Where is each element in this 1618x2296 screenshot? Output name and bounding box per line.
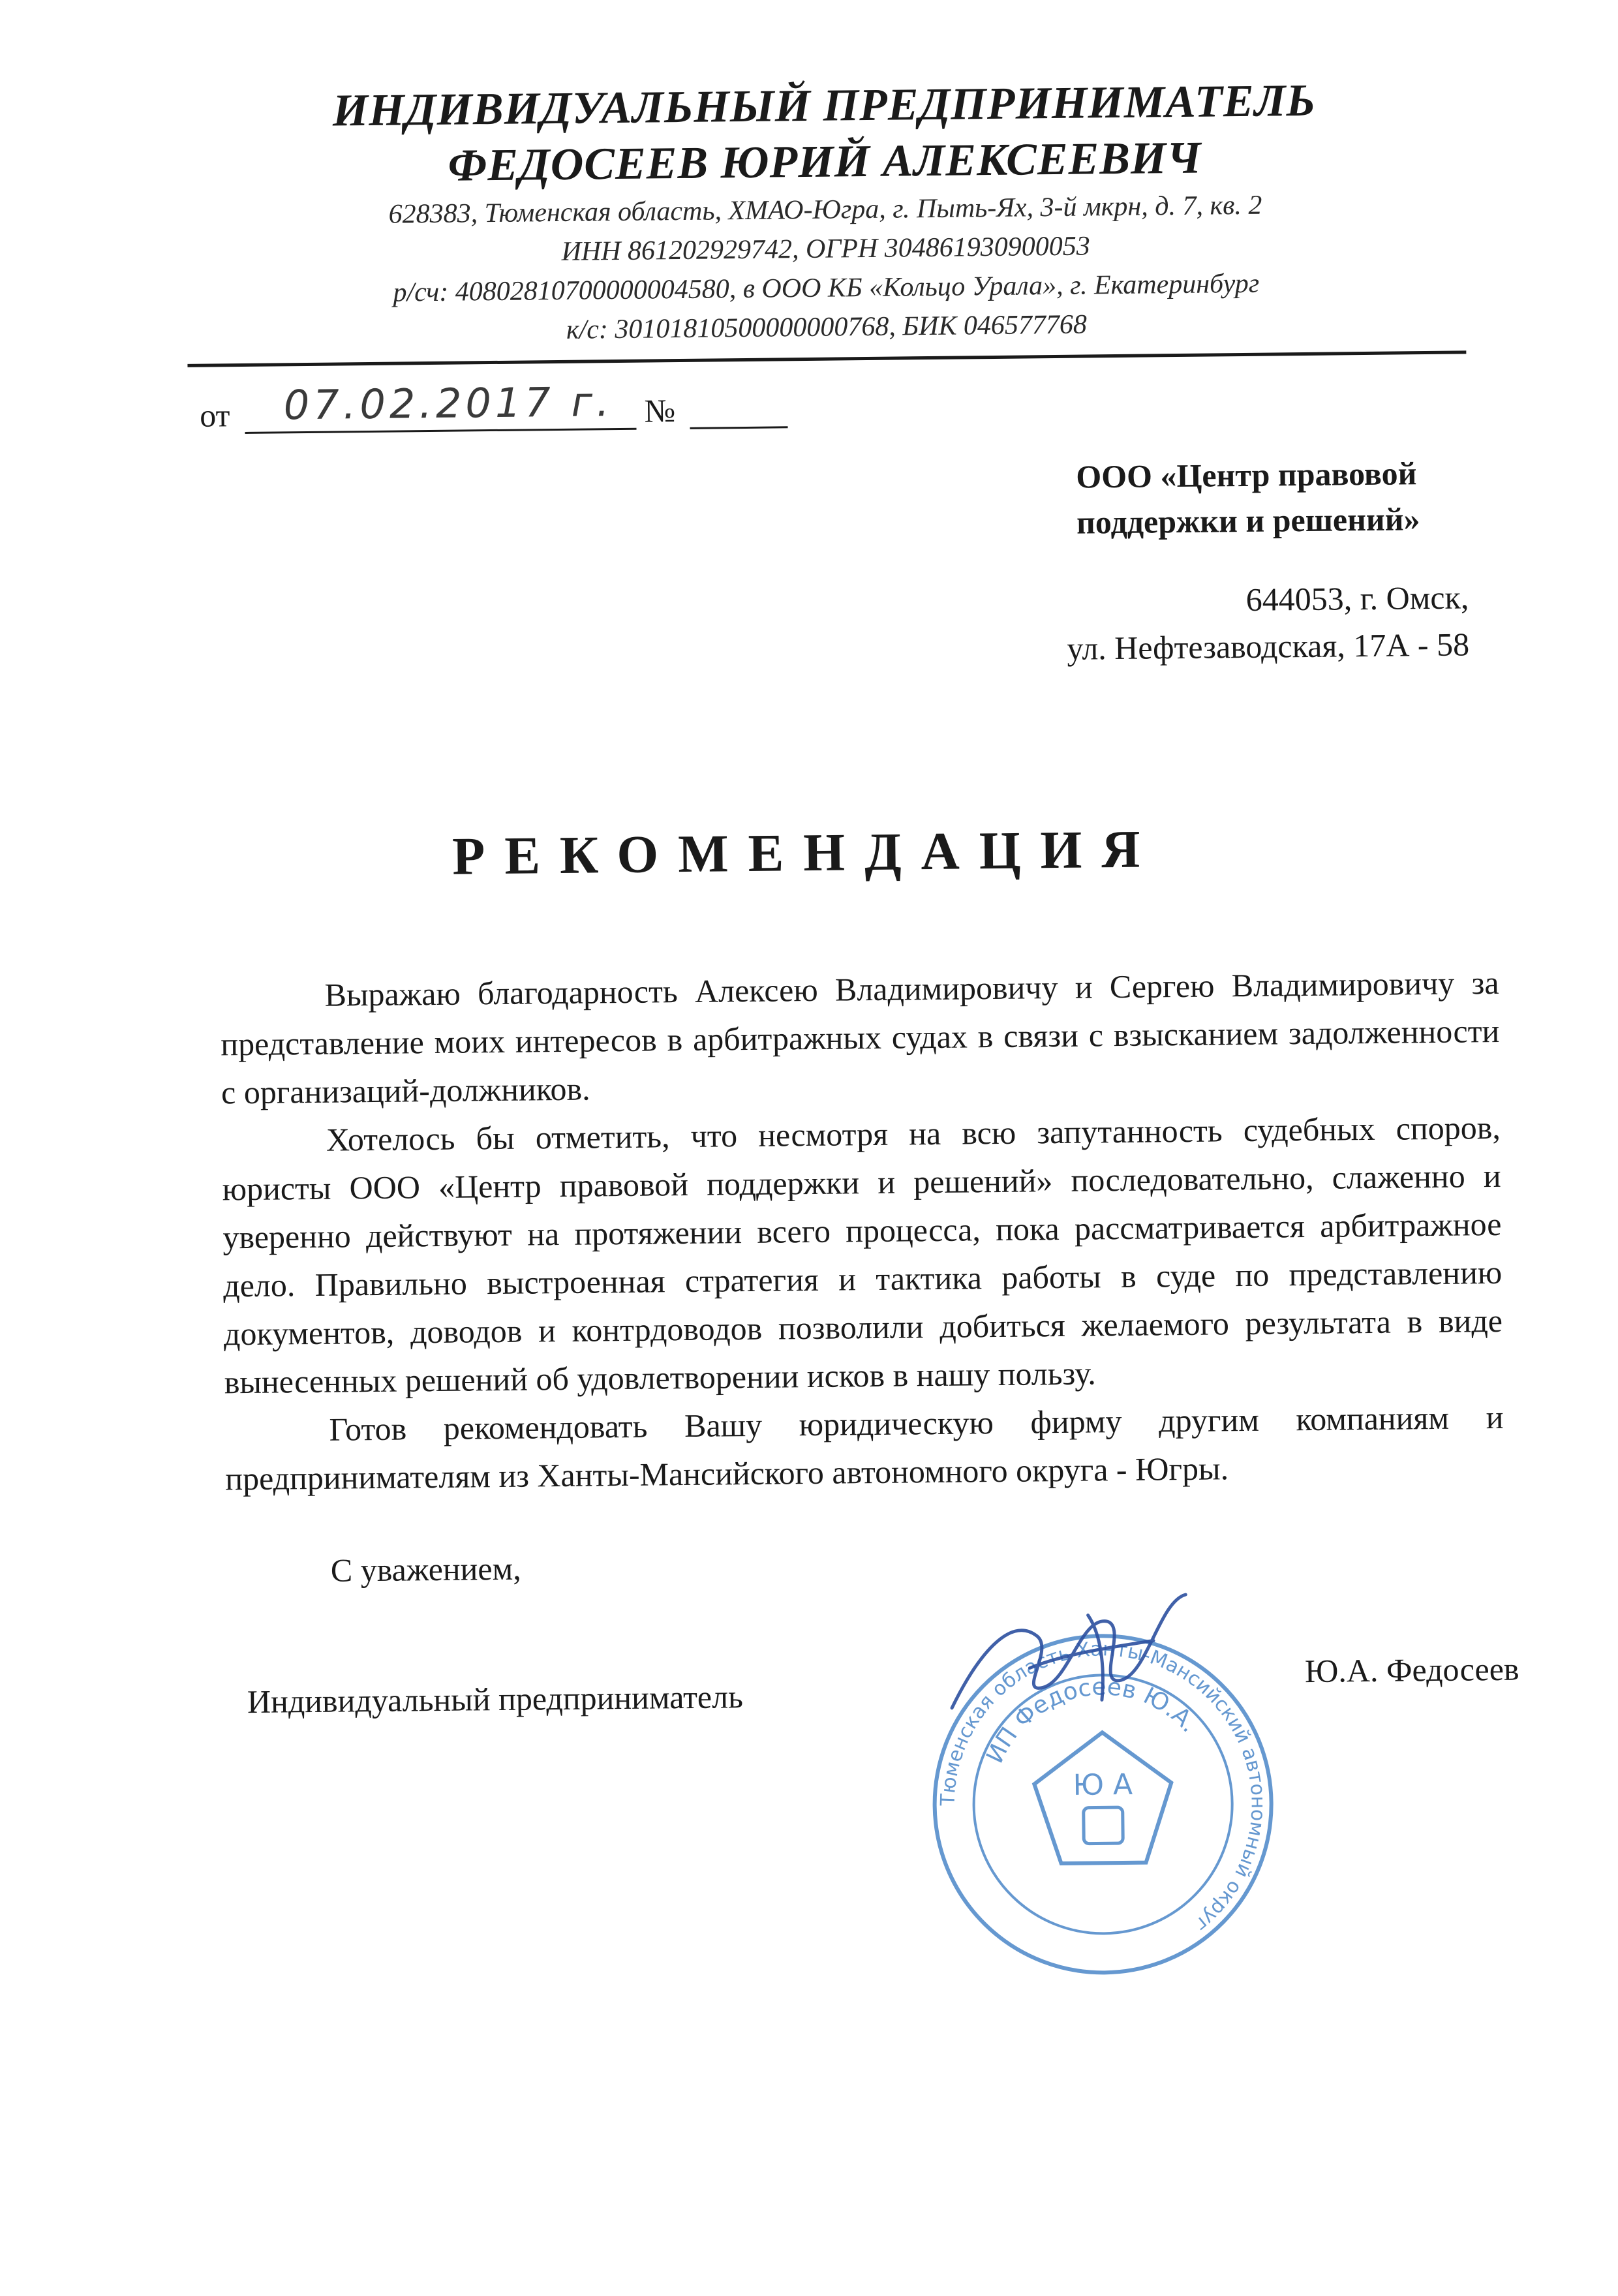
letterhead-account: р/сч: 40802810700000004580, в ООО КБ «Кольцо Урала», г. Екатеринбург [393,268,1260,308]
addressee-org-line2: поддержки и решений» [1076,500,1420,541]
body-paragraph-1: Выражаю благодарность Алексею Владимировичу и Сергею Владимировичу за представление моих интересов в арбитражных судах в связи с взысканием задолженности с организаций-должников. [221,964,1500,1111]
signer-position: Индивидуальный предприниматель [247,1678,744,1721]
letterhead-ids: ИНН 861202929742, ОГРН 304861930900053 [561,231,1090,267]
letterhead-address: 628383, Тюменская область, ХМАО-Югра, г. Пыть-Ях, 3-й мкрн, д. 7, кв. 2 [388,190,1262,230]
letter-body [220,958,1504,1503]
number-field [690,393,788,429]
body-paragraph-2: Хотелось бы отметить, что несмотря на всю запутанность судебных споров, юристы ООО «Центр правовой поддержки и решений» последовательно, слаженно и уверенно действуют на протяжении всего процесса, пока рассматривается арбитражное дело. Правильно выстроенная стратегия и тактика работы в суде по представлению документов, доводов и контрдоводов позволили добиться желаемого результата в виде вынесенных решений об удовлетворении исков в нашу пользу. [222,1109,1503,1401]
date-row [199,378,788,434]
number-label: № [644,392,676,429]
addressee-postal [1066,574,1469,671]
closing-phrase: С уважением, [330,1550,522,1589]
addressee-postal-line1: 644053, г. Омск, [1245,579,1469,618]
letterhead-divider [187,350,1466,367]
letterhead-corr-account: к/с: 30101810500000000768, БИК 046577768 [566,309,1088,345]
stamp-outer-text: Тюменская область Ханты-Мансийский автономный округ [936,1638,1270,1936]
stamp-inner-text: ИП Федосеев Ю.А. [981,1674,1203,1768]
letterhead-title-line2: ФЕДОСЕЕВ ЮРИЙ АЛЕКСЕЕВИЧ [448,132,1202,191]
addressee-org-line1: ООО «Центр правовой [1076,455,1417,495]
date-handwritten: 07.02.2017 г. [283,378,614,429]
body-paragraph-3: Готов рекомендовать Вашу юридическую фирму другим компаниям и предпринимателям из Ханты-Мансийского автономного округа - Югры. [225,1398,1504,1497]
letterhead-title-line1: ИНДИВИДУАЛЬНЫЙ ПРЕДПРИНИМАТЕЛЬ [332,75,1317,136]
document-title: РЕКОМЕНДАЦИЯ [451,819,1160,886]
addressee-postal-line2: ул. Нефтезаводская, 17А - 58 [1067,626,1470,667]
date-from-label: от [199,397,230,434]
letterhead [185,71,1466,354]
signer-name: Ю.А. Федосеев [1304,1650,1519,1690]
bus-icon [1084,1807,1123,1844]
stamp-center-text: Ю А [1073,1768,1133,1802]
addressee-org [1076,450,1468,545]
date-field [245,378,637,434]
handwritten-signature [938,1574,1227,1773]
